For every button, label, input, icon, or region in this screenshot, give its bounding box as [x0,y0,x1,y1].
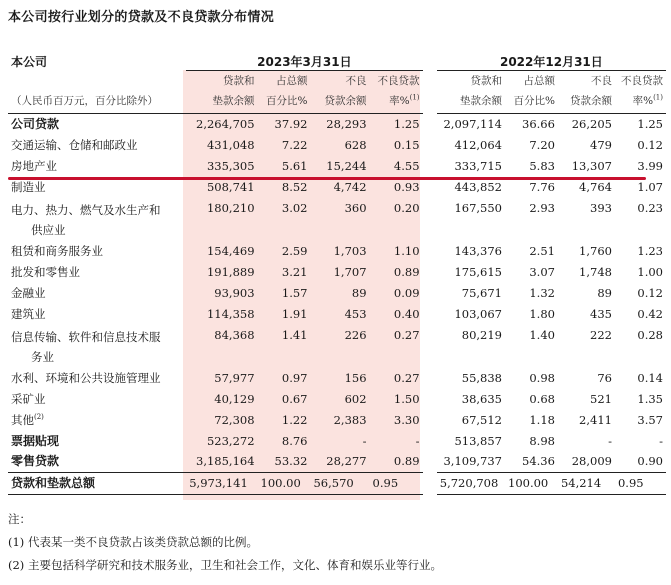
cell: 2,411 [579,412,612,427]
row-label-text: 金融业 [11,285,46,300]
cell: 0.09 [393,285,420,300]
col-header-npl: 贷款余额 [558,91,615,114]
row-label-continuation: 供应业 [31,223,66,237]
cell: 28,277 [326,454,367,469]
cell: 0.20 [393,201,420,215]
company-header: 本公司 [11,55,48,69]
table-row [8,388,666,409]
row-label-text: 制造业 [11,179,46,194]
row-label-text: 其他$^{(2)}$ [11,412,44,427]
col-header-pct: 占总额 [275,74,308,87]
cell: 89 [597,285,612,300]
unit-label: （人民币百万元，百分比除外） [8,91,186,114]
cell: 53.32 [274,454,308,469]
row-label [8,451,186,472]
row-label-text: 信息传输、软件和信息技术服 [11,330,161,344]
cell: 55,838 [461,370,502,385]
cell: 2,383 [333,412,367,427]
row-label: 贷款和垫款总额 [8,472,186,494]
cell: 0.27 [393,370,420,385]
cell: 3.99 [637,158,663,173]
cell: 0.95 [615,472,666,494]
row-label-text: 房地产业 [11,158,57,173]
cell: 36.66 [522,116,555,131]
period-2022-header: 2022年12月31日 [437,52,666,70]
cell: 114,358 [206,306,255,321]
column-gap [423,240,437,261]
cell: 2.93 [529,201,555,215]
cell: 360 [344,201,367,215]
row-label-text: 票据贴现 [11,433,60,448]
cell: - [415,433,420,448]
cell: 0.68 [529,391,555,406]
cell: 0.27 [393,328,420,342]
cell: 1.50 [393,391,420,406]
column-gap [423,113,437,134]
cell: 3.07 [529,264,555,279]
cell: 1,748 [579,264,612,279]
col-header-npl: 贷款余额 [310,91,369,114]
col-header-npl-ratio: 率%$^{(1)}$ [370,91,423,114]
cell: 37.92 [274,116,308,131]
table-row [8,367,666,388]
cell: 0.15 [393,137,420,152]
cell: 143,376 [454,243,502,258]
row-label [8,388,186,409]
column-gap [423,261,437,282]
loan-distribution-table [8,52,666,495]
row-label [8,430,186,451]
cell: 335,305 [206,158,255,173]
cell: 435 [590,306,612,321]
cell: 0.12 [637,285,663,300]
col-header-loans: 垫款余额 [437,91,505,114]
cell: 0.93 [393,179,420,194]
col-header-pct: 百分比% [258,91,311,114]
footnotes [8,512,442,581]
cell: 89 [351,285,367,300]
table-row [8,113,666,134]
column-gap [423,324,437,367]
cell: 1.25 [393,116,420,131]
cell: 1.00 [637,264,663,279]
cell: 154,469 [206,243,255,258]
cell: 523,272 [206,433,255,448]
table-row [8,240,666,261]
row-label-text: 交通运输、仓储和邮政业 [11,137,138,152]
cell: 3.21 [281,264,308,279]
cell: 0.42 [637,306,663,321]
cell: 5,720,708 [437,472,505,494]
annotation-underline [8,177,646,180]
cell: 3,185,164 [196,454,255,469]
cell: 56,570 [310,472,369,494]
cell: 0.89 [393,264,420,279]
cell: 54,214 [558,472,615,494]
table-row [8,261,666,282]
cell: 1.57 [281,285,308,300]
cell: 100.00 [258,472,311,494]
cell: 521 [590,391,612,406]
cell: 3.30 [393,412,420,427]
cell: 5.83 [529,158,555,173]
col-header-loans: 贷款和 [470,74,502,87]
cell: 167,550 [454,201,502,215]
cell: 443,852 [454,179,502,194]
table-row [8,303,666,324]
column-gap [423,388,437,409]
table-row [8,451,666,472]
cell: 2.59 [281,243,308,258]
cell: 7.22 [281,137,308,152]
row-label-text: 批发和零售业 [11,264,80,279]
cell: 3.02 [281,201,308,215]
column-gap [423,197,437,240]
row-label-text: 零售贷款 [11,454,60,469]
cell: 513,857 [454,433,502,448]
cell: 7.76 [529,179,555,194]
cell: 0.67 [281,391,308,406]
table-row [8,409,666,430]
col-header-loans: 垫款余额 [186,91,257,114]
cell: 0.28 [637,328,663,342]
col-header-npl-ratio: 率%$^{(1)}$ [615,91,666,114]
cell: 1,707 [333,264,367,279]
total-row [8,472,666,494]
cell: 412,064 [454,137,502,152]
cell: 1.35 [637,391,663,406]
column-gap [423,451,437,472]
cell: 1,760 [579,243,612,258]
cell: 1.80 [529,306,555,321]
cell: 93,903 [214,285,255,300]
cell: 0.14 [637,370,663,385]
cell: 4,764 [579,179,612,194]
row-label-text: 水利、环境和公共设施管理业 [11,370,161,385]
cell: 0.98 [529,370,555,385]
cell: 0.89 [393,454,420,469]
column-gap [423,134,437,155]
cell: 191,889 [206,264,255,279]
row-label [8,367,186,388]
cell: 180,210 [206,201,255,215]
cell: 628 [344,137,367,152]
row-label [8,113,186,134]
cell: 602 [344,391,367,406]
cell: 84,368 [214,328,255,342]
col-header-pct: 占总额 [523,74,555,87]
cell: 13,307 [571,158,612,173]
col-header-npl: 不良 [590,74,612,87]
cell: 75,671 [461,285,502,300]
column-gap [423,303,437,324]
cell: 222 [590,328,612,342]
row-label [8,155,186,176]
cell: 76 [597,370,612,385]
cell: 333,715 [454,158,502,173]
cell: 7.20 [529,137,555,152]
row-label-continuation: 务业 [31,350,54,364]
column-gap [423,430,437,451]
cell: 40,129 [214,391,255,406]
cell: 8.52 [281,179,308,194]
cell: 4.55 [393,158,420,173]
cell: 80,219 [461,328,502,342]
cell: 508,741 [206,179,255,194]
cell: 0.12 [637,137,663,152]
cell: 0.23 [637,201,663,215]
table-row [8,324,666,367]
period-2023-header: 2023年3月31日 [186,52,422,70]
table-row [8,134,666,155]
footnote-2: (2) 主要包括科学研究和技术服务业，卫生和社会工作，文化、体育和娱乐业等行业。 [8,558,442,572]
cell: 4,742 [333,179,367,194]
cell: 8.76 [281,433,308,448]
row-label [8,303,186,324]
cell: - [362,433,367,448]
column-gap [423,282,437,303]
cell: 1.40 [529,328,555,342]
col-header-npl: 不良 [345,74,367,87]
cell: 3,109,737 [443,454,502,469]
table-body [8,113,666,472]
cell: 103,067 [454,306,502,321]
row-label-text: 租赁和商务服务业 [11,243,103,258]
row-label-text: 采矿业 [11,391,46,406]
cell: 2,264,705 [196,116,255,131]
col-header-npl-ratio: 不良贷款 [377,74,420,87]
cell: 5,973,141 [186,472,257,494]
cell: 1.41 [281,328,308,342]
cell: 0.97 [281,370,308,385]
cell: - [659,433,663,448]
cell: 28,009 [571,454,612,469]
cell: 1.25 [637,116,663,131]
cell: 26,205 [571,116,612,131]
row-label [8,134,186,155]
cell: 1.32 [529,285,555,300]
cell: 1,703 [333,243,367,258]
row-label-text: 公司贷款 [11,116,60,131]
row-label [8,409,186,430]
cell: 175,615 [454,264,502,279]
column-gap [423,155,437,176]
col-header-pct: 百分比% [505,91,558,114]
cell: 57,977 [214,370,255,385]
row-label [8,197,186,240]
table-row [8,430,666,451]
cell: 1.91 [281,306,308,321]
row-label-text: 建筑业 [11,306,46,321]
row-label [8,261,186,282]
cell: 393 [590,201,612,215]
cell: 0.95 [370,472,423,494]
col-header-npl-ratio: 不良贷款 [621,74,663,87]
cell: 431,048 [206,137,255,152]
row-label [8,240,186,261]
cell: - [608,433,612,448]
cell: 15,244 [326,158,367,173]
notes-heading: 注： [8,512,31,526]
cell: 0.40 [393,306,420,321]
table-row [8,197,666,240]
cell: 1.22 [281,412,308,427]
cell: 1.07 [637,179,663,194]
cell: 67,512 [461,412,502,427]
cell: 72,308 [214,412,255,427]
cell: 100.00 [505,472,558,494]
cell: 38,635 [461,391,502,406]
footnote-1: (1) 代表某一类不良贷款占该类贷款总额的比例。 [8,535,258,549]
col-header-loans: 贷款和 [223,74,255,87]
row-label-text: 电力、热力、燃气及水生产和 [11,203,161,217]
cell: 0.90 [637,454,663,469]
cell: 226 [344,328,367,342]
cell: 1.10 [393,243,420,258]
column-gap [423,409,437,430]
cell: 479 [590,137,612,152]
row-label [8,324,186,367]
cell: 8.98 [529,433,555,448]
table-row [8,282,666,303]
table-row [8,155,666,176]
cell: 28,293 [326,116,367,131]
cell: 1.18 [529,412,555,427]
cell: 3.57 [637,412,663,427]
cell: 54.36 [522,454,555,469]
column-gap [423,367,437,388]
cell: 2.51 [529,243,555,258]
cell: 453 [344,306,367,321]
row-label [8,282,186,303]
page-title: 本公司按行业划分的贷款及不良贷款分布情况 [8,10,275,25]
cell: 156 [344,370,367,385]
cell: 5.61 [281,158,308,173]
cell: 2,097,114 [443,116,502,131]
cell: 1.23 [637,243,663,258]
